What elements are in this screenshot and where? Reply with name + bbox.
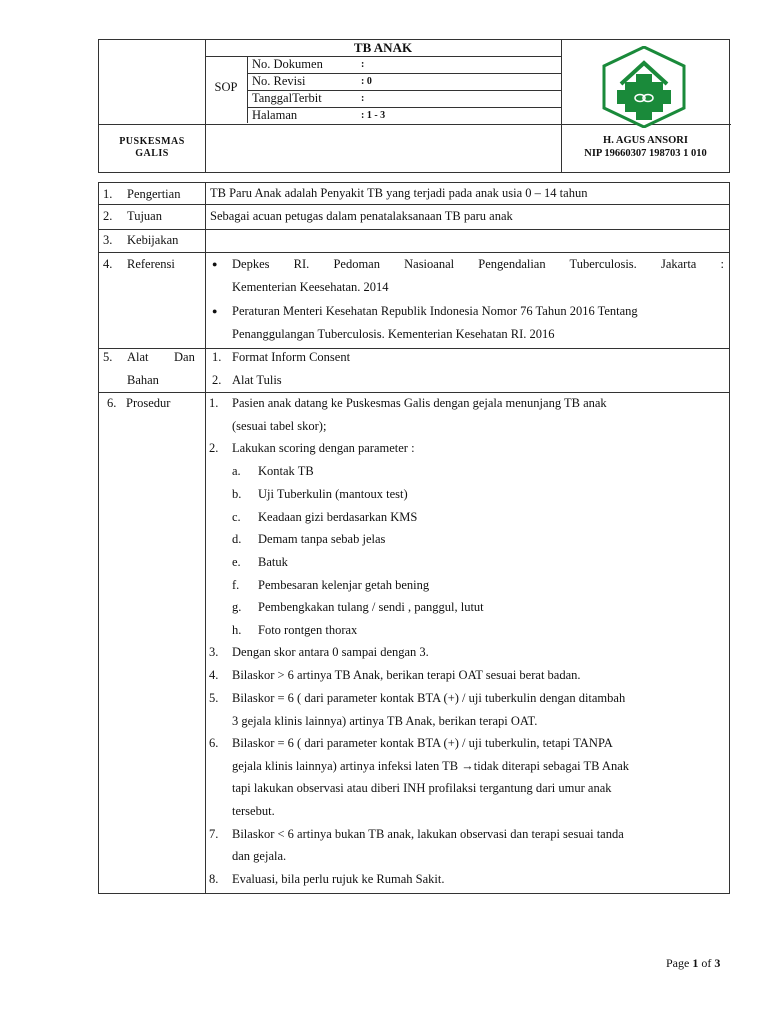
procedure-step: tapi lakukan observasi atau diberi INH profilaksi tergantung dari umur anak	[232, 781, 612, 795]
row-label-alat: Alat	[127, 350, 149, 364]
referensi-line: Depkes RI. Pedoman Nasioanal Pengendalian Tuberculosis. Jakarta :	[232, 257, 724, 271]
info-label-revisi: No. Revisi	[252, 74, 306, 88]
procedure-step: Evaluasi, bila perlu rujuk ke Rumah Sakit.	[232, 872, 445, 886]
list-marker: 6.	[209, 736, 219, 750]
row-label-tujuan: Tujuan	[127, 209, 162, 223]
signer-nip: NIP 19660307 198703 1 010	[584, 148, 707, 159]
sop-label: SOP	[214, 80, 238, 94]
info-value-tanggal: :	[361, 93, 365, 104]
procedure-step: Dengan skor antara 0 sampai dengan 3.	[232, 645, 429, 659]
step6-text-a: gejala klinis lainnya) artinya infeksi laten TB	[232, 759, 462, 773]
info-value-revisi: : 0	[361, 76, 372, 87]
list-marker: 3.	[209, 645, 219, 659]
referensi-line: Peraturan Menteri Kesehatan Republik Indonesia Nomor 76 Tahun 2016 Tentang	[232, 304, 638, 318]
referensi-line: Penanggulangan Tuberculosis. Kementerian Kesehatan RI. 2016	[232, 327, 555, 341]
row-number: 5.	[103, 350, 113, 364]
param-marker: e.	[232, 555, 241, 569]
param-text: Kontak TB	[258, 464, 314, 478]
param-text: Keadaan gizi berdasarkan KMS	[258, 510, 418, 524]
list-marker: 7.	[209, 827, 219, 841]
param-text: Pembengkakan tulang / sendi , panggul, lutut	[258, 600, 484, 614]
row-label-pengertian: Pengertian	[127, 187, 181, 201]
procedure-step: 3 gejala klinis lainnya) artinya TB Anak, berikan terapi OAT.	[232, 714, 538, 728]
list-marker: 2.	[212, 373, 222, 387]
org-line-1: PUSKESMAS	[119, 136, 185, 147]
list-marker: 5.	[209, 691, 219, 705]
param-text: Uji Tuberkulin (mantoux test)	[258, 487, 408, 501]
info-label-halaman: Halaman	[252, 108, 298, 122]
row-number: 1.	[103, 187, 113, 201]
page-total: 3	[714, 956, 721, 970]
row-number: 4.	[103, 257, 113, 271]
info-label-dokumen: No. Dokumen	[252, 57, 323, 71]
signer-name: H. AGUS ANSORI	[603, 135, 688, 146]
list-marker: 1.	[212, 350, 222, 364]
param-marker: d.	[232, 532, 242, 546]
arrow-right-icon: →	[461, 759, 474, 773]
tujuan-text: Sebagai acuan petugas dalam penatalaksanaan TB paru anak	[210, 209, 513, 223]
param-marker: g.	[232, 600, 242, 614]
procedure-step: Bilaskor < 6 artinya bukan TB anak, lakukan observasi dan terapi sesuai tanda	[232, 827, 624, 841]
org-line-2: GALIS	[135, 148, 169, 159]
alat-item: Format Inform Consent	[232, 350, 351, 364]
row-number: 2.	[103, 209, 113, 223]
sop-content-table	[98, 182, 730, 894]
param-text: Pembesaran kelenjar getah bening	[258, 578, 430, 592]
list-marker: 2.	[209, 441, 219, 455]
param-text: Foto rontgen thorax	[258, 623, 358, 637]
row-label-dan: Dan	[174, 350, 195, 364]
procedure-step	[232, 755, 629, 778]
procedure-step: (sesuai tabel skor);	[232, 419, 327, 433]
procedure-step: Bilaskor = 6 ( dari parameter kontak BTA (+) / uji tuberkulin dengan ditambah	[232, 691, 626, 705]
bullet-icon: ●	[212, 306, 218, 316]
list-marker: 4.	[209, 668, 219, 682]
procedure-step: Pasien anak datang ke Puskesmas Galis dengan gejala menunjang TB anak	[232, 396, 607, 410]
param-marker: b.	[232, 487, 242, 501]
alat-item: Alat Tulis	[232, 373, 282, 387]
referensi-line: Kementerian Keesehatan. 2014	[232, 280, 389, 294]
procedure-step: Bilaskor > 6 artinya TB Anak, berikan terapi OAT sesuai berat badan.	[232, 668, 581, 682]
info-value-halaman: : 1 - 3	[361, 110, 386, 121]
procedure-step: Lakukan scoring dengan parameter :	[232, 441, 415, 455]
page-of: of	[698, 956, 715, 970]
procedure-step: dan gejala.	[232, 849, 287, 863]
list-marker: 8.	[209, 872, 219, 886]
signer-block	[561, 134, 730, 160]
info-value-dokumen: :	[361, 59, 365, 70]
bullet-icon: ●	[212, 259, 218, 269]
row-label-bahan: Bahan	[127, 373, 159, 387]
procedure-step: tersebut.	[232, 804, 275, 818]
info-label-tanggal: TanggalTerbit	[252, 91, 322, 105]
row-label-referensi: Referensi	[127, 257, 175, 271]
row-label-prosedur: Prosedur	[126, 396, 171, 410]
param-marker: h.	[232, 623, 242, 637]
row-label-kebijakan: Kebijakan	[127, 233, 179, 247]
document-header	[98, 39, 730, 173]
row-number: 3.	[103, 233, 113, 247]
procedure-step: Bilaskor = 6 ( dari parameter kontak BTA (+) / uji tuberkulin, tetapi TANPA	[232, 736, 613, 750]
list-marker: 1.	[209, 396, 219, 410]
page-current: 1	[692, 956, 699, 970]
param-marker: f.	[232, 578, 240, 592]
param-text: Batuk	[258, 555, 288, 569]
page-prefix: Page	[666, 956, 693, 970]
row-number: 6.	[107, 396, 117, 410]
step6-text-b: tidak diterapi sebagai TB Anak	[473, 759, 630, 773]
pengertian-text: TB Paru Anak adalah Penyakit TB yang terjadi pada anak usia 0 – 14 tahun	[210, 186, 588, 200]
page-number	[666, 956, 720, 971]
organization-name	[99, 136, 205, 160]
document-title: TB ANAK	[353, 40, 413, 55]
puskesmas-logo-icon	[601, 46, 687, 128]
param-text: Demam tanpa sebab jelas	[258, 532, 386, 546]
param-marker: c.	[232, 510, 241, 524]
param-marker: a.	[232, 464, 241, 478]
